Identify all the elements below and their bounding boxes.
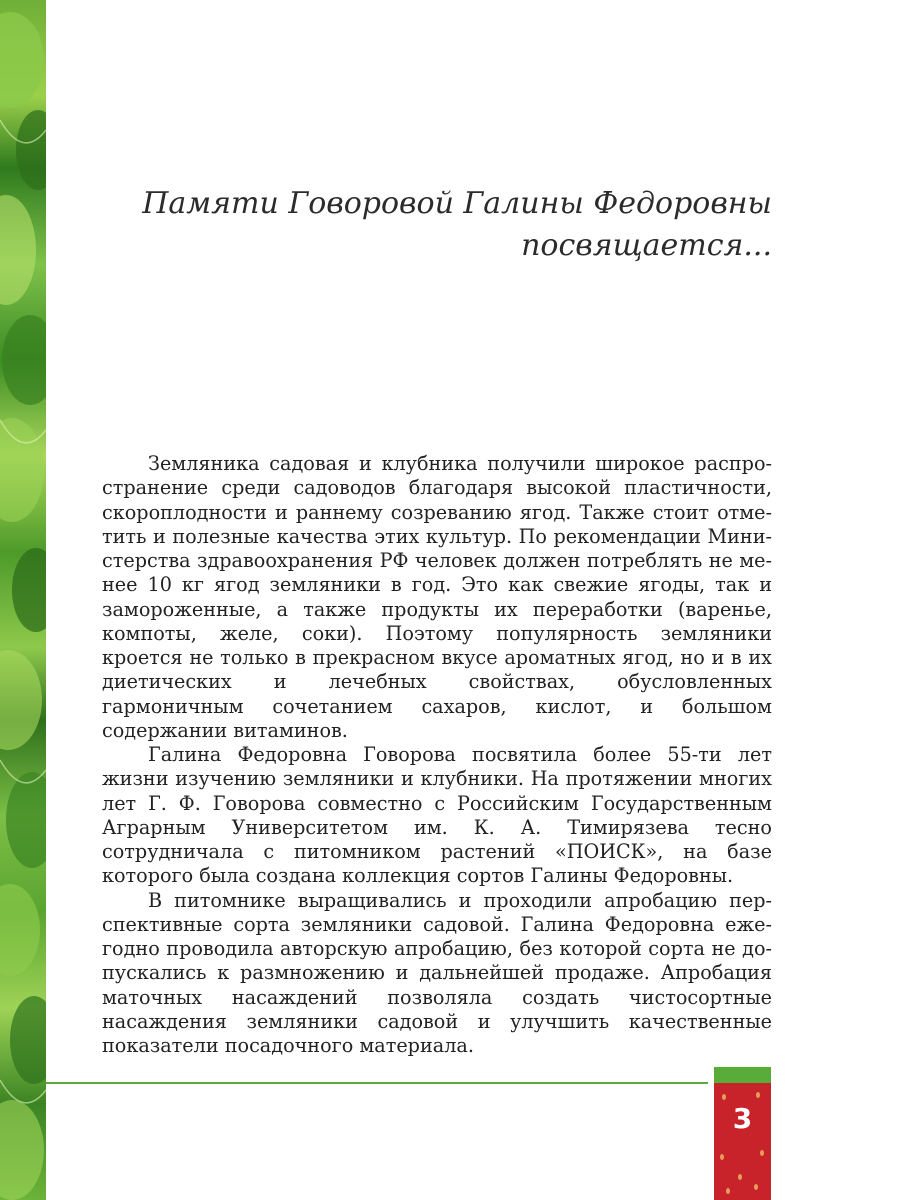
dedication-heading	[132, 183, 772, 267]
body-text	[102, 452, 772, 1058]
strawberry-leaves-image	[0, 0, 46, 1200]
dedication-line-2: посвящается...	[521, 228, 772, 263]
page-number-tab	[714, 1067, 771, 1200]
page-number: 3	[732, 1102, 753, 1135]
paragraph-3: В питомнике выращивались и проходили апробацию перспективные сорта земляники садовой. Галина Федоровна ежегодно проводила авторскую апробацию, без которой сорта не допускались к размножению и дальнейшей продаже. Апробация маточных насаждений позволяла создать чистосортные насаждения земляники садовой и улучшить качественные показатели посадочного материала.	[102, 888, 772, 1057]
paragraph-2: Галина Федоровна Говорова посвятила более 55-ти лет жизни изучению земляники и клубники. На протяжении многих лет Г. Ф. Говорова совместно с Российским Государственным Аграрным Университетом им. К. А. Тимирязева тесно сотрудничала с питомником растений «ПОИСК», на базе которого была создана коллекция сортов Галины Федоровны.	[102, 743, 772, 888]
paragraph-1: Земляника садовая и клубника получили широкое распространение среди садоводов благодаря высокой пластичности, скороплодности и раннему созреванию ягод. Также стоит отметить и полезные качества этих культур. По рекомендации Министерства здравоохранения РФ человек должен потреблять не менее 10 кг ягод земляники в год. Это как свежие ягоды, так и замороженные, а также продукты их переработки (варенье, компоты, желе, соки). Поэтому популярность земляники кроется не только в прекрасном вкусе ароматных ягод, но и в их диетических и лечебных свойствах, обусловленных гармоничным сочетанием сахаров, кислот, и большом содержании витаминов.	[102, 452, 772, 742]
footer-divider	[46, 1082, 708, 1084]
dedication-line-1: Памяти Говоровой Галины Федоровны	[142, 186, 772, 221]
leaf-pattern-icon	[0, 0, 46, 1200]
